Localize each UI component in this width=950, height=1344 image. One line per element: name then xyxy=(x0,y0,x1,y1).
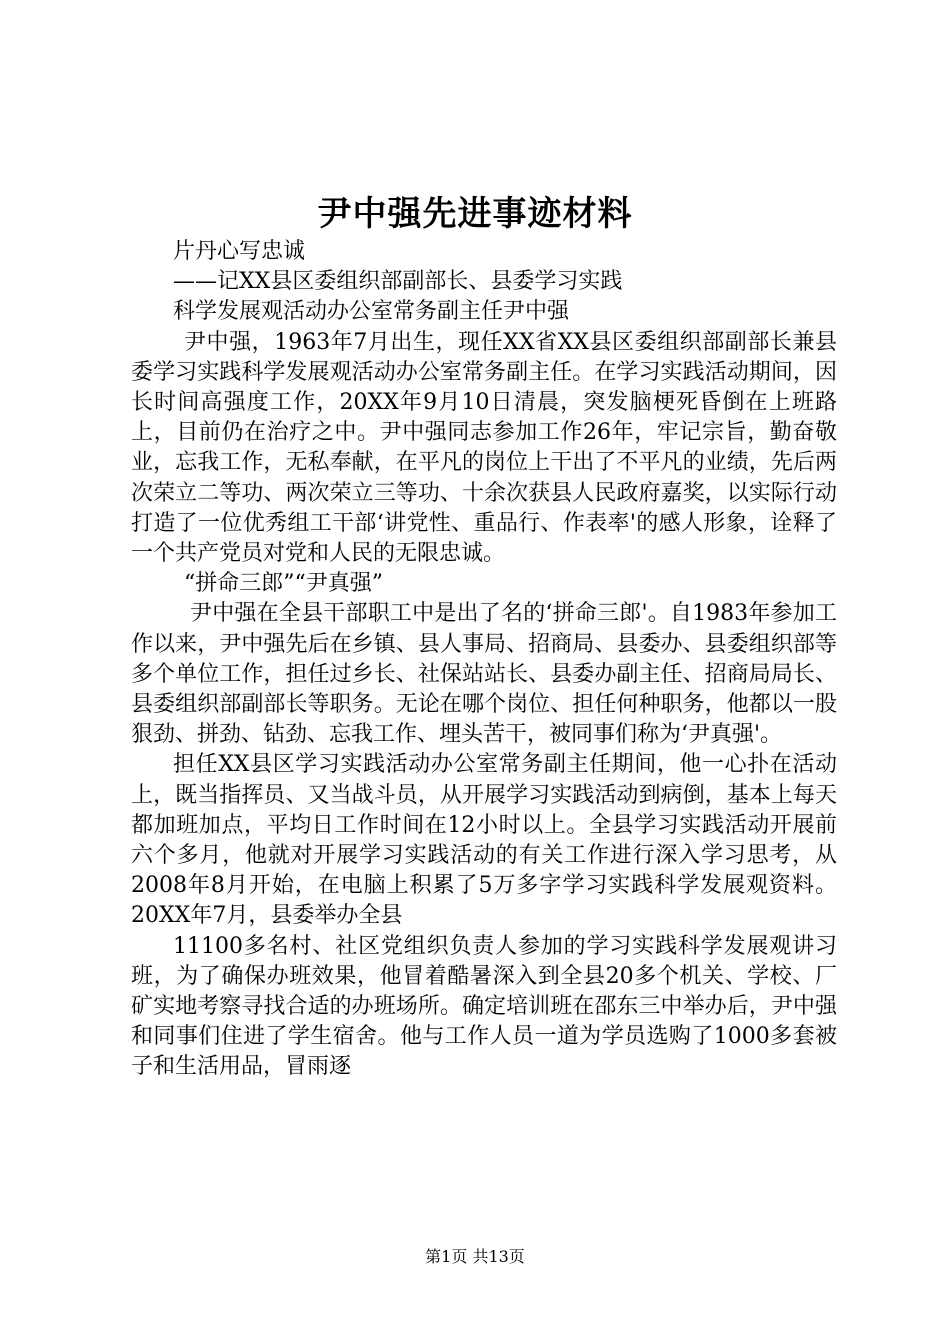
section-heading: “拼命三郎”“尹真强” xyxy=(184,571,383,597)
document-body xyxy=(131,237,837,1083)
body-paragraph: 尹中强在全县干部职工中是出了名的‘拼命三郎'。自1983年参加工作以来，尹中强先后在乡镇、县人事局、招商局、县委办、县委组织部等多个单位工作，担任过乡长、社保站站长、县委办副主任、招商局局长、县委组织部副部长等职务。无论在哪个岗位、担任何种职务，他都以一股狠劲、拼劲、钻劲、忘我工作、埋头苦干，被同事们称为‘尹真强'。 xyxy=(131,601,837,748)
body-paragraph: 担任XX县区学习实践活动办公室常务副主任期间，他一心扑在活动上，既当指挥员、又当战斗员，从开展学习实践活动到病倒，基本上每天都加班加点，平均日工作时间在12小时以上。全县学习实践活动开展前六个多月，他就对开展学习实践活动的有关工作进行深入学习思考，从2008年8月开始，在电脑上积累了5万多字学习实践科学发展观资料。20XX年7月，县委举办全县 xyxy=(131,752,837,929)
page-footer: 第1页 共13页 xyxy=(425,1247,525,1266)
document-title: 尹中强先进事迹材料 xyxy=(317,194,633,234)
subtitle-line-2: ——记XX县区委组织部副部长、县委学习实践 xyxy=(173,269,623,295)
body-paragraph: 11100多名村、社区党组织负责人参加的学习实践科学发展观讲习班，为了确保办班效果，他冒着酷暑深入到全县20多个机关、学校、厂矿实地考察寻找合适的办班场所。确定培训班在邵东三中举办后，尹中强和同事们住进了学生宿舍。他与工作人员一道为学员选购了1000多套被子和生活用品，冒雨逐 xyxy=(131,933,837,1080)
subtitle-line-3: 科学发展观活动办公室常务副主任尹中强 xyxy=(173,299,570,325)
body-paragraph: 尹中强，1963年7月出生，现任XX省XX县区委组织部副部长兼县委学习实践科学发展观活动办公室常务副主任。在学习实践活动期间，因长时间高强度工作，20XX年9月10日清晨，突发脑梗死昏倒在上班路上，目前仍在治疗之中。尹中强同志参加工作26年，牢记宗旨，勤奋敬业，忘我工作，无私奉献，在平凡的岗位上干出了不平凡的业绩，先后两次荣立二等功、两次荣立三等功、十余次获县人民政府嘉奖，以实际行动打造了一位优秀组工干部‘讲党性、重品行、作表率'的感人形象，诠释了一个共产党员对党和人民的无限忠诚。 xyxy=(131,329,837,567)
subtitle-line-1: 片丹心写忠诚 xyxy=(173,239,306,264)
